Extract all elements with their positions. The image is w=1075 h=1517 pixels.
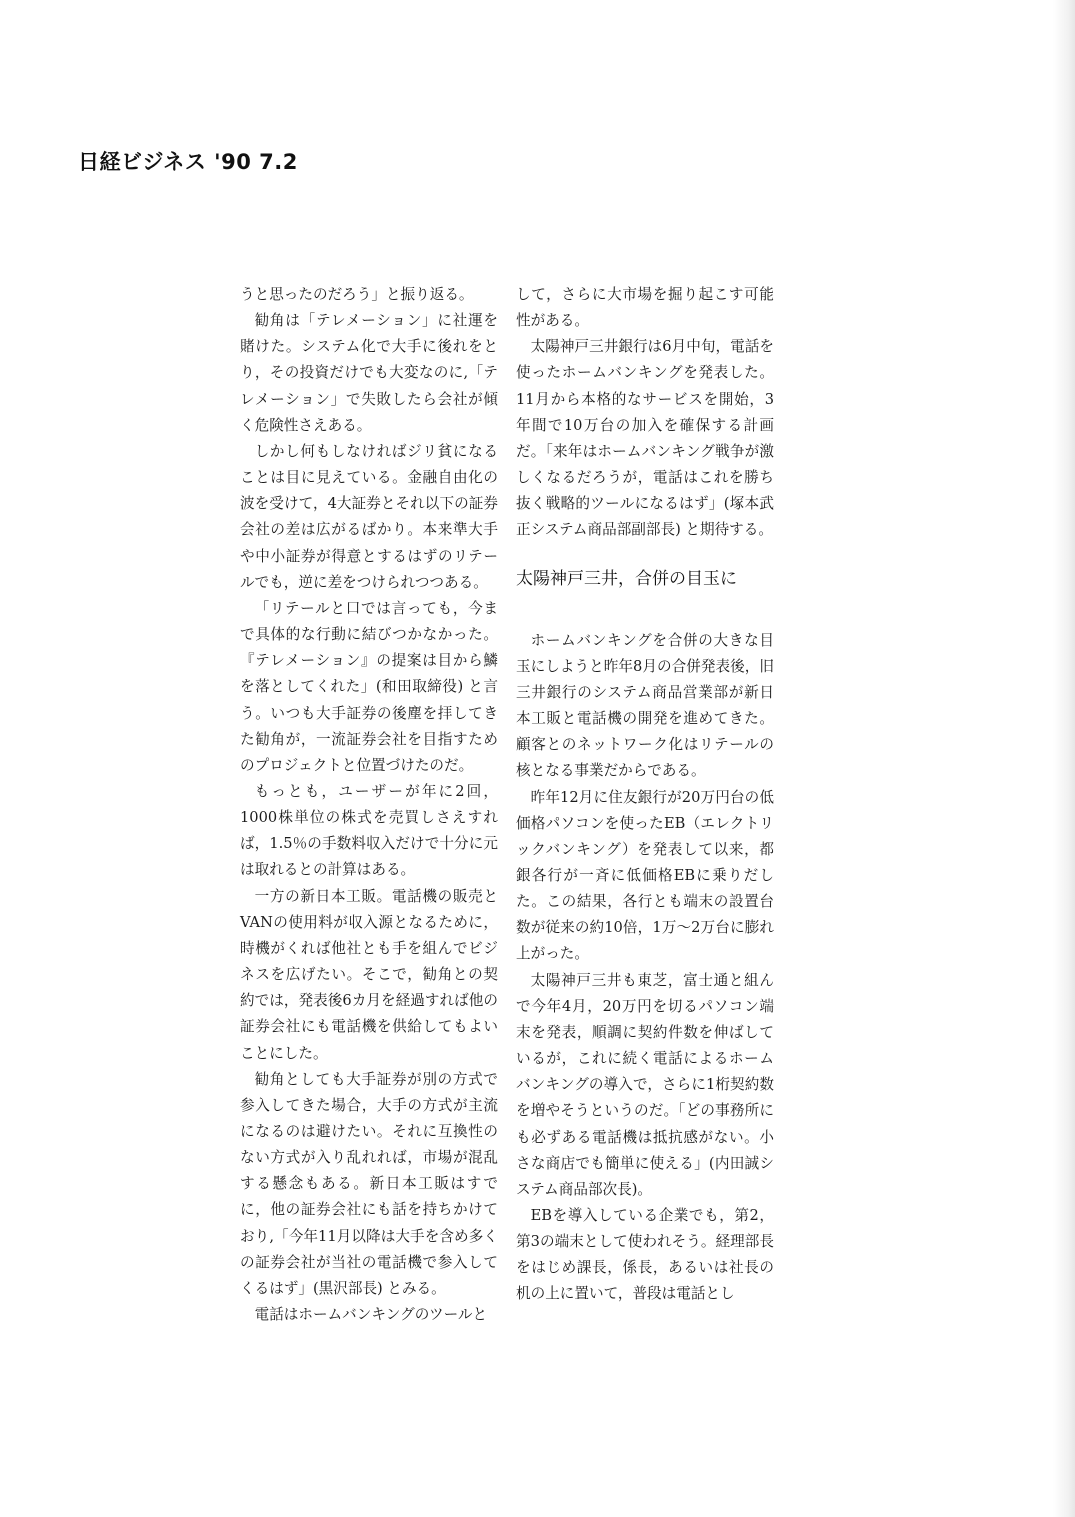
paragraph: 一方の新日本工販。電話機の販売とVANの使用料が収入源となるために，時機がくれば他社とも手を組んでビジネスを広げたい。そこで，勧角との契約では，発表後6カ月を経過すれば他の証券会社にも電話機を供給してもよいことにした。 (240, 887, 498, 1062)
scan-edge-shadow (1053, 0, 1075, 1517)
paragraph: 電話はホームバンキングのツールと (254, 1306, 488, 1324)
paragraph: 勧角としても大手証券が別の方式で参入してきた場合，大手の方式が主流になるのは避けたい。それに互換性のない方式が入り乱れれば，市場が混乱する懸念もある。新日本工販はすでに，他の証券会社にも話を持ちかけており,「今年11月以降は大手を含め多くの証券会社が当社の電話機で参入してくるはず」(黒沢部長) とみる。 (240, 1070, 498, 1297)
paragraph: 昨年12月に住友銀行が20万円台の低価格パソコンを使ったEB（エレクトリックバンキング）を発表して以来，都銀各行が一斉に低価格EBに乗りだした。この結果，各行とも端末の設置台数が従来の約10倍，1万～2万台に膨れ上がった。 (516, 788, 774, 963)
section-heading: 太陽神戸三井，合併の目玉に (516, 568, 737, 589)
paragraph: 太陽神戸三井銀行は6月中旬，電話を使ったホームバンキングを発表した。11月から本格的なサービスを開始，3年間で10万台の加入を確保する計画だ。「来年はホームバンキング戦争が激しくなるだろうが，電話はこれを勝ち抜く戦略的ツールになるはず」(塚本武正システム商品部副部長) と期待する。 (516, 338, 774, 539)
paragraph: して，さらに大市場を掘り起こす可能性がある。 (516, 286, 774, 330)
publication-masthead: 日経ビジネス '90 7.2 (78, 150, 298, 174)
paragraph: 「リテールと口では言っても，今まで具体的な行動に結びつかなかった。『テレメーション』の提案は目から鱗を落としてくれた」(和田取締役) と言う。いつも大手証券の後塵を拝してきた勧角が，一流証券会社を目指すためのプロジェクトと位置づけたのだ。 (240, 599, 498, 774)
paragraph: EBを導入している企業でも，第2，第3の端末として使われそう。経理部長をはじめ課長，係長，あるいは社長の机の上に置いて，普段は電話とし (516, 1207, 774, 1303)
paragraph: 勧角は「テレメーション」に社運を賭けた。システム化で大手に後れをとり，その投資だけでも大変なのに,「テレメーション」で失敗したら会社が傾く危険性さえある。 (240, 312, 498, 434)
paragraph: ホームバンキングを合併の大きな目玉にしようと昨年8月の合併発表後，旧三井銀行のシステム商品営業部が新日本工販と電話機の開発を進めてきた。顧客とのネットワーク化はリテールの核となる事業だからである。 (516, 631, 774, 780)
paragraph: 太陽神戸三井も東芝，富士通と組んで今年4月，20万円を切るパソコン端末を発表，順調に契約件数を伸ばしているが，これに続く電話によるホームバンキングの導入で，さらに1桁契約数を増やそうというのだ。「どの事務所にも必ずある電話機は抵抗感がない。小さな商店でも簡単に使える」(内田誠システム商品部次長)。 (516, 971, 774, 1198)
paragraph: しかし何もしなければジリ貧になることは目に見えている。金融自由化の波を受けて，4大証券とそれ以下の証券会社の差は広がるばかり。本来準大手や中小証券が得意とするはずのリテールでも，逆に差をつけられつつある。 (240, 442, 498, 591)
article-right-column (516, 282, 774, 1308)
article-left-column (240, 282, 498, 1328)
paragraph: もっとも，ユーザーが年に2回，1000株単位の株式を売買しさえすれば，1.5％の手数料収入だけで十分に元は取れるとの計算はある。 (240, 782, 498, 879)
paragraph: うと思ったのだろう」と振り返る。 (240, 286, 474, 303)
